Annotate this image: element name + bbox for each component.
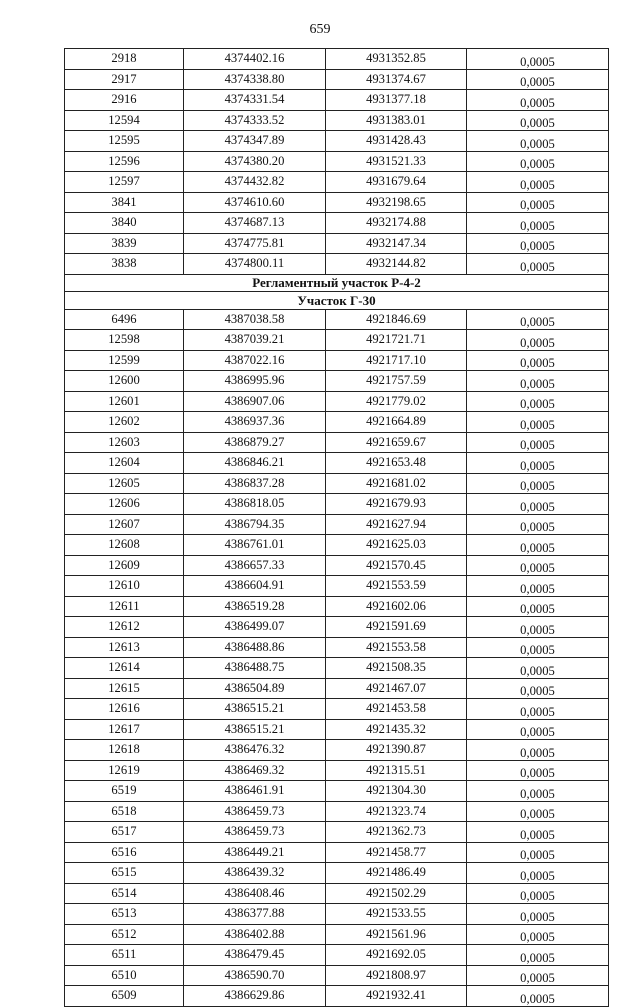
coord-x: 4386629.86 — [184, 986, 326, 1007]
coord-x: 4386459.73 — [184, 822, 326, 843]
cell-weight: 0,0005 — [467, 965, 609, 986]
table-row — [65, 678, 609, 699]
table-row — [65, 110, 609, 131]
coord-y: 4921508.35 — [326, 658, 467, 679]
coord-y: 4921502.29 — [326, 883, 467, 904]
coord-y: 4921846.69 — [326, 309, 467, 330]
cell-weight: 0,0005 — [467, 699, 609, 720]
point-number: 6511 — [65, 945, 184, 966]
coord-x: 4386846.21 — [184, 453, 326, 474]
table-row — [65, 131, 609, 152]
coord-x: 4386657.33 — [184, 555, 326, 576]
coord-y: 4921570.45 — [326, 555, 467, 576]
table-row — [65, 233, 609, 254]
point-number: 6519 — [65, 781, 184, 802]
coord-x: 4374347.89 — [184, 131, 326, 152]
point-number: 6516 — [65, 842, 184, 863]
cell-weight: 0,0005 — [467, 822, 609, 843]
cell-weight: 0,0005 — [467, 945, 609, 966]
table-row — [65, 213, 609, 234]
coord-x: 4374610.60 — [184, 192, 326, 213]
coord-x: 4386479.45 — [184, 945, 326, 966]
point-number: 3838 — [65, 254, 184, 275]
coord-y: 4931428.43 — [326, 131, 467, 152]
table-row — [65, 494, 609, 515]
point-number: 12605 — [65, 473, 184, 494]
coord-x: 4386449.21 — [184, 842, 326, 863]
point-number: 12608 — [65, 535, 184, 556]
coord-x: 4386488.86 — [184, 637, 326, 658]
coord-y: 4932147.34 — [326, 233, 467, 254]
coord-x: 4374775.81 — [184, 233, 326, 254]
coord-y: 4921553.58 — [326, 637, 467, 658]
coord-y: 4921467.07 — [326, 678, 467, 699]
coord-x: 4386515.21 — [184, 719, 326, 740]
point-number: 6509 — [65, 986, 184, 1007]
point-number: 2916 — [65, 90, 184, 111]
cell-weight: 0,0005 — [467, 49, 609, 70]
point-number: 6513 — [65, 904, 184, 925]
table-row — [65, 473, 609, 494]
point-number: 12604 — [65, 453, 184, 474]
cell-weight: 0,0005 — [467, 719, 609, 740]
cell-weight: 0,0005 — [467, 233, 609, 254]
coord-x: 4386488.75 — [184, 658, 326, 679]
coord-y: 4921692.05 — [326, 945, 467, 966]
point-number: 12607 — [65, 514, 184, 535]
coord-y: 4921602.06 — [326, 596, 467, 617]
table-row — [65, 192, 609, 213]
table-row — [65, 842, 609, 863]
coord-x: 4386818.05 — [184, 494, 326, 515]
cell-weight: 0,0005 — [467, 309, 609, 330]
coord-y: 4921717.10 — [326, 350, 467, 371]
coord-y: 4921679.93 — [326, 494, 467, 515]
cell-weight: 0,0005 — [467, 391, 609, 412]
table-row — [65, 90, 609, 111]
coord-y: 4921664.89 — [326, 412, 467, 433]
table-row — [65, 309, 609, 330]
coord-y: 4921458.77 — [326, 842, 467, 863]
cell-weight: 0,0005 — [467, 172, 609, 193]
point-number: 6514 — [65, 883, 184, 904]
coord-y: 4932144.82 — [326, 254, 467, 275]
table-row — [65, 535, 609, 556]
table-row — [65, 514, 609, 535]
point-number: 12606 — [65, 494, 184, 515]
coord-y: 4921315.51 — [326, 760, 467, 781]
point-number: 3840 — [65, 213, 184, 234]
cell-weight: 0,0005 — [467, 192, 609, 213]
coord-x: 4386377.88 — [184, 904, 326, 925]
point-number: 6510 — [65, 965, 184, 986]
coord-y: 4921533.55 — [326, 904, 467, 925]
section-heading-row — [65, 292, 609, 310]
point-number: 12612 — [65, 617, 184, 638]
point-number: 12602 — [65, 412, 184, 433]
point-number: 12609 — [65, 555, 184, 576]
table-row — [65, 740, 609, 761]
coord-y: 4921561.96 — [326, 924, 467, 945]
table-row — [65, 330, 609, 351]
coord-y: 4921653.48 — [326, 453, 467, 474]
table-row — [65, 49, 609, 70]
coord-y: 4921304.30 — [326, 781, 467, 802]
point-number: 12603 — [65, 432, 184, 453]
coord-y: 4921779.02 — [326, 391, 467, 412]
cell-weight: 0,0005 — [467, 883, 609, 904]
coord-x: 4386907.06 — [184, 391, 326, 412]
cell-weight: 0,0005 — [467, 254, 609, 275]
point-number: 6517 — [65, 822, 184, 843]
table-row — [65, 719, 609, 740]
coord-y: 4921721.71 — [326, 330, 467, 351]
table-row — [65, 151, 609, 172]
coord-x: 4374338.80 — [184, 69, 326, 90]
cell-weight: 0,0005 — [467, 330, 609, 351]
cell-weight: 0,0005 — [467, 842, 609, 863]
point-number: 12616 — [65, 699, 184, 720]
point-number: 6496 — [65, 309, 184, 330]
coord-y: 4921681.02 — [326, 473, 467, 494]
coord-x: 4387039.21 — [184, 330, 326, 351]
table-row — [65, 254, 609, 275]
coordinates-table — [64, 48, 609, 1007]
point-number: 6515 — [65, 863, 184, 884]
point-number: 2918 — [65, 49, 184, 70]
coord-x: 4386590.70 — [184, 965, 326, 986]
table-row — [65, 432, 609, 453]
coord-x: 4386937.36 — [184, 412, 326, 433]
coord-x: 4374687.13 — [184, 213, 326, 234]
table-row — [65, 637, 609, 658]
point-number: 12613 — [65, 637, 184, 658]
table-row — [65, 781, 609, 802]
coord-y: 4921627.94 — [326, 514, 467, 535]
point-number: 6518 — [65, 801, 184, 822]
table-row — [65, 822, 609, 843]
cell-weight: 0,0005 — [467, 69, 609, 90]
coord-y: 4921625.03 — [326, 535, 467, 556]
coord-x: 4386604.91 — [184, 576, 326, 597]
point-number: 3839 — [65, 233, 184, 254]
point-number: 12598 — [65, 330, 184, 351]
cell-weight: 0,0005 — [467, 131, 609, 152]
point-number: 12618 — [65, 740, 184, 761]
coord-y: 4931377.18 — [326, 90, 467, 111]
table-row — [65, 986, 609, 1007]
table-row — [65, 412, 609, 433]
coord-y: 4931679.64 — [326, 172, 467, 193]
coord-x: 4387022.16 — [184, 350, 326, 371]
section-heading-row — [65, 274, 609, 292]
coord-y: 4921553.59 — [326, 576, 467, 597]
point-number: 12599 — [65, 350, 184, 371]
coord-x: 4386459.73 — [184, 801, 326, 822]
cell-weight: 0,0005 — [467, 596, 609, 617]
coord-x: 4386469.32 — [184, 760, 326, 781]
cell-weight: 0,0005 — [467, 535, 609, 556]
coord-x: 4386519.28 — [184, 596, 326, 617]
table-row — [65, 945, 609, 966]
table-row — [65, 555, 609, 576]
coord-x: 4386408.46 — [184, 883, 326, 904]
coord-y: 4921757.59 — [326, 371, 467, 392]
coord-x: 4386504.89 — [184, 678, 326, 699]
point-number: 3841 — [65, 192, 184, 213]
section-heading: Регламентный участок Р-4-2 — [65, 274, 609, 292]
point-number: 12600 — [65, 371, 184, 392]
coord-x: 4386499.07 — [184, 617, 326, 638]
cell-weight: 0,0005 — [467, 514, 609, 535]
cell-weight: 0,0005 — [467, 617, 609, 638]
point-number: 12596 — [65, 151, 184, 172]
point-number: 2917 — [65, 69, 184, 90]
table-row — [65, 371, 609, 392]
coord-x: 4374333.52 — [184, 110, 326, 131]
cell-weight: 0,0005 — [467, 740, 609, 761]
table-row — [65, 576, 609, 597]
coord-x: 4374380.20 — [184, 151, 326, 172]
point-number: 12595 — [65, 131, 184, 152]
cell-weight: 0,0005 — [467, 904, 609, 925]
table-row — [65, 453, 609, 474]
coord-y: 4931352.85 — [326, 49, 467, 70]
coord-x: 4386402.88 — [184, 924, 326, 945]
coord-y: 4921808.97 — [326, 965, 467, 986]
coord-y: 4921659.67 — [326, 432, 467, 453]
coord-x: 4386515.21 — [184, 699, 326, 720]
table-row — [65, 904, 609, 925]
cell-weight: 0,0005 — [467, 453, 609, 474]
cell-weight: 0,0005 — [467, 678, 609, 699]
table-row — [65, 801, 609, 822]
coord-x: 4386794.35 — [184, 514, 326, 535]
coord-y: 4921362.73 — [326, 822, 467, 843]
point-number: 12594 — [65, 110, 184, 131]
coord-y: 4921453.58 — [326, 699, 467, 720]
cell-weight: 0,0005 — [467, 90, 609, 111]
point-number: 12615 — [65, 678, 184, 699]
coord-x: 4386761.01 — [184, 535, 326, 556]
coord-x: 4386476.32 — [184, 740, 326, 761]
table-row — [65, 863, 609, 884]
section-heading: Участок Г-30 — [65, 292, 609, 310]
point-number: 12614 — [65, 658, 184, 679]
coord-y: 4921435.32 — [326, 719, 467, 740]
cell-weight: 0,0005 — [467, 986, 609, 1007]
cell-weight: 0,0005 — [467, 576, 609, 597]
cell-weight: 0,0005 — [467, 863, 609, 884]
point-number: 12610 — [65, 576, 184, 597]
point-number: 12617 — [65, 719, 184, 740]
cell-weight: 0,0005 — [467, 760, 609, 781]
point-number: 12601 — [65, 391, 184, 412]
coord-y: 4932198.65 — [326, 192, 467, 213]
coord-y: 4932174.88 — [326, 213, 467, 234]
table-row — [65, 391, 609, 412]
table-row — [65, 658, 609, 679]
coord-y: 4931521.33 — [326, 151, 467, 172]
point-number: 12597 — [65, 172, 184, 193]
cell-weight: 0,0005 — [467, 350, 609, 371]
cell-weight: 0,0005 — [467, 473, 609, 494]
cell-weight: 0,0005 — [467, 801, 609, 822]
point-number: 12619 — [65, 760, 184, 781]
coordinates-table-body — [65, 49, 609, 1007]
coord-y: 4921932.41 — [326, 986, 467, 1007]
coord-y: 4931383.01 — [326, 110, 467, 131]
coord-y: 4931374.67 — [326, 69, 467, 90]
coord-x: 4387038.58 — [184, 309, 326, 330]
coord-x: 4374402.16 — [184, 49, 326, 70]
coord-y: 4921390.87 — [326, 740, 467, 761]
table-row — [65, 883, 609, 904]
cell-weight: 0,0005 — [467, 781, 609, 802]
cell-weight: 0,0005 — [467, 658, 609, 679]
coord-x: 4386439.32 — [184, 863, 326, 884]
table-row — [65, 699, 609, 720]
cell-weight: 0,0005 — [467, 637, 609, 658]
cell-weight: 0,0005 — [467, 555, 609, 576]
cell-weight: 0,0005 — [467, 110, 609, 131]
table-row — [65, 172, 609, 193]
cell-weight: 0,0005 — [467, 494, 609, 515]
table-row — [65, 924, 609, 945]
cell-weight: 0,0005 — [467, 412, 609, 433]
coord-x: 4374432.82 — [184, 172, 326, 193]
table-row — [65, 617, 609, 638]
coord-y: 4921486.49 — [326, 863, 467, 884]
coord-y: 4921323.74 — [326, 801, 467, 822]
cell-weight: 0,0005 — [467, 371, 609, 392]
table-row — [65, 69, 609, 90]
table-row — [65, 596, 609, 617]
table-row — [65, 350, 609, 371]
coord-y: 4921591.69 — [326, 617, 467, 638]
coord-x: 4386879.27 — [184, 432, 326, 453]
page-number: 659 — [309, 22, 331, 37]
point-number: 12611 — [65, 596, 184, 617]
coord-x: 4386995.96 — [184, 371, 326, 392]
coord-x: 4386837.28 — [184, 473, 326, 494]
cell-weight: 0,0005 — [467, 213, 609, 234]
table-row — [65, 760, 609, 781]
point-number: 6512 — [65, 924, 184, 945]
coord-x: 4374800.11 — [184, 254, 326, 275]
cell-weight: 0,0005 — [467, 924, 609, 945]
cell-weight: 0,0005 — [467, 432, 609, 453]
table-row — [65, 965, 609, 986]
coord-x: 4374331.54 — [184, 90, 326, 111]
coord-x: 4386461.91 — [184, 781, 326, 802]
cell-weight: 0,0005 — [467, 151, 609, 172]
